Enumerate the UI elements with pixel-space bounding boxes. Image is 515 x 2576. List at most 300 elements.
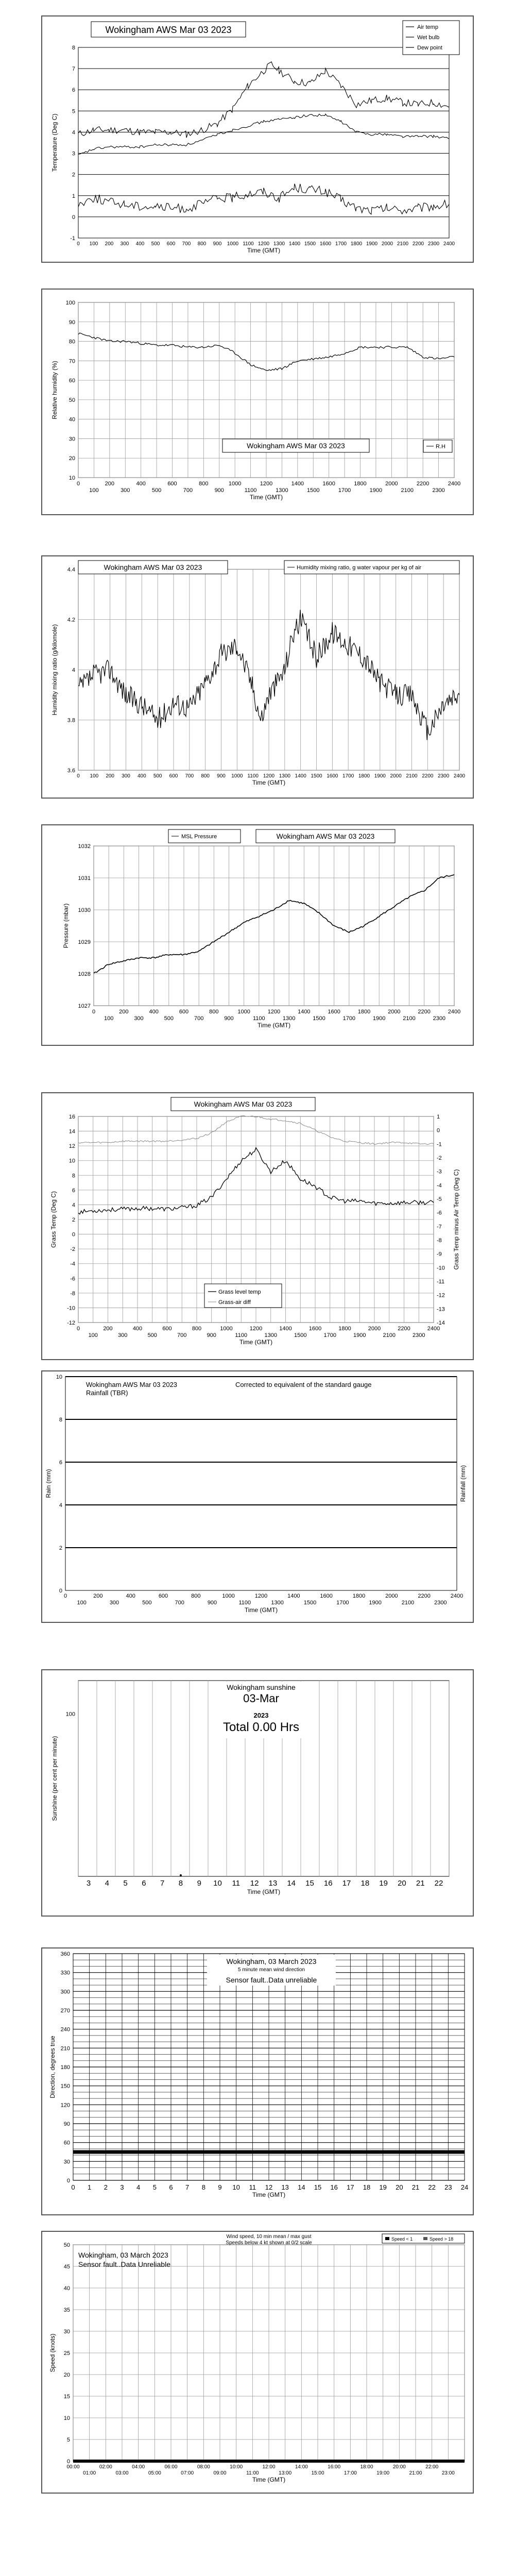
x-axis-label: Time (GMT)	[252, 2191, 286, 2198]
x-tick-label: 1800	[350, 241, 363, 247]
x-tick-label: 1400	[279, 1326, 292, 1332]
legend-swatch	[423, 2237, 427, 2240]
x-tick-label: 700	[183, 487, 193, 494]
x-tick-label: 500	[151, 487, 162, 494]
y-tick-label-right: -6	[437, 1210, 442, 1216]
x-tick-label: 1100	[238, 1600, 251, 1606]
x-tick-label: 1600	[319, 241, 332, 247]
x-tick-label: 200	[103, 1326, 113, 1332]
y-axis-label: Pressure (mbar)	[62, 903, 70, 948]
x-tick-label: 8	[201, 2183, 205, 2191]
legend-entry: Wet bulb	[417, 35, 440, 41]
x-tick-label: 100	[88, 1332, 98, 1338]
x-tick-label: 5	[152, 2183, 157, 2191]
x-tick-label: 2100	[403, 1015, 416, 1022]
x-tick-label: 100	[77, 1600, 87, 1606]
x-tick-label: 2000	[385, 1593, 398, 1599]
x-tick-label: 11	[232, 1879, 241, 1888]
y-tick-label: 90	[68, 319, 75, 326]
pressure-chart	[42, 825, 473, 1045]
x-tick-label: 17	[342, 1879, 351, 1888]
x-tick-label: 800	[197, 241, 207, 247]
y-tick-label: 6	[72, 87, 75, 94]
x-tick-label: 200	[105, 481, 115, 487]
y-tick-label: 70	[68, 358, 75, 365]
y-axis-label: Grass Temp minus Air Temp (Deg C)	[453, 1169, 460, 1270]
y-tick-label-right: -9	[437, 1251, 442, 1258]
y-tick-label: 330	[60, 1970, 70, 1976]
chart-title: Wokingham AWS Mar 03 2023	[194, 1100, 293, 1108]
x-tick-label: 12	[250, 1879, 259, 1888]
y-tick-label: 14	[68, 1128, 75, 1135]
x-tick-label: 18:00	[360, 2464, 373, 2470]
x-tick-label: 500	[147, 1332, 157, 1338]
x-tick-label: 7	[160, 1879, 165, 1888]
y-tick-label: 0	[59, 1588, 62, 1594]
x-tick-label: 2300	[432, 487, 445, 494]
y-axis-label: Rainfall (mm)	[459, 1465, 467, 1502]
y-tick-label: 2	[59, 1545, 62, 1551]
x-tick-label: 2000	[390, 773, 402, 779]
x-tick-label: 1900	[369, 1600, 382, 1606]
y-tick-label: 0	[66, 2178, 70, 2184]
y-tick-label: 100	[65, 300, 75, 306]
x-tick-label: 4	[105, 1879, 109, 1888]
x-tick-label: 1500	[294, 1332, 307, 1338]
y-tick-label: 20	[63, 2372, 70, 2378]
x-tick-label: 3	[86, 1879, 91, 1888]
y-tick-label: 10	[63, 2415, 70, 2421]
sunshine-chart-panel	[41, 1669, 474, 1917]
x-tick-label: 1100	[253, 1015, 265, 1022]
y-tick-label-right: -3	[437, 1168, 442, 1175]
wind-direction-chart	[42, 1948, 473, 2214]
y-tick-label: 3.6	[67, 768, 75, 774]
x-tick-label: 03:00	[115, 2470, 129, 2476]
grass-temp-chart	[42, 1093, 473, 1359]
y-tick-label: 1028	[78, 971, 91, 977]
y-tick-label: 4	[59, 1502, 62, 1509]
x-tick-label: 100	[90, 773, 99, 779]
x-tick-label: 19	[379, 2183, 387, 2191]
mixing-ratio-chart	[42, 556, 473, 798]
y-tick-label: 50	[68, 397, 75, 403]
x-tick-label: 0	[71, 2183, 75, 2191]
y-tick-label: 10	[56, 1374, 62, 1380]
x-tick-label: 300	[134, 1015, 144, 1022]
x-tick-label: 13	[281, 2183, 289, 2191]
x-tick-label: 1200	[260, 481, 273, 487]
y-tick-label-right: -1	[437, 1141, 442, 1148]
x-tick-label: 2100	[406, 773, 418, 779]
x-tick-label: 14:00	[295, 2464, 308, 2470]
x-tick-label: 9	[218, 2183, 222, 2191]
temperature-chart-panel	[41, 15, 474, 263]
x-tick-label: 800	[191, 1593, 201, 1599]
x-tick-label: 11:00	[246, 2470, 259, 2476]
x-tick-label: 2200	[418, 1009, 431, 1015]
chart-total: Total 0.00 Hrs	[222, 1720, 300, 1734]
x-tick-label: 2400	[443, 241, 455, 247]
x-tick-label: 2100	[401, 487, 414, 494]
x-tick-label: 200	[105, 241, 114, 247]
x-tick-label: 600	[169, 773, 178, 779]
x-tick-label: 11	[249, 2183, 256, 2191]
x-tick-label: 1000	[228, 481, 242, 487]
y-tick-label: 25	[63, 2350, 70, 2357]
x-tick-label: 700	[194, 1015, 204, 1022]
y-axis-label: Speed (knots)	[49, 2333, 56, 2372]
y-tick-label-right: -4	[437, 1182, 442, 1189]
x-tick-label: 1400	[291, 481, 304, 487]
y-tick-label-right: -2	[437, 1155, 442, 1161]
x-axis-label: Time (GMT)	[249, 494, 283, 501]
y-tick-label: 2	[72, 1217, 75, 1223]
x-tick-label: 900	[207, 1600, 217, 1606]
x-tick-label: 1000	[231, 773, 243, 779]
x-tick-label: 21	[416, 1879, 425, 1888]
x-tick-label: 400	[135, 241, 145, 247]
y-tick-label: 7	[72, 66, 75, 73]
x-tick-label: 2300	[427, 241, 440, 247]
x-tick-label: 2200	[398, 1326, 410, 1332]
x-tick-label: 16	[323, 1879, 333, 1888]
x-tick-label: 1900	[372, 1015, 386, 1022]
x-tick-label: 1400	[295, 773, 306, 779]
x-tick-label: 24	[460, 2183, 469, 2191]
y-tick-label: 50	[63, 2242, 70, 2248]
x-tick-label: 1900	[374, 773, 386, 779]
chart-subtitle: 5 minute mean wind direction	[237, 1967, 305, 1973]
y-tick-label: 4.4	[67, 567, 75, 573]
x-axis-label: Time (GMT)	[252, 779, 286, 786]
x-tick-label: 1600	[320, 1593, 333, 1599]
x-tick-label: 1800	[357, 1009, 371, 1015]
rainfall-chart-panel	[41, 1370, 474, 1623]
x-tick-label: 06:00	[164, 2464, 178, 2470]
x-tick-label: 12:00	[262, 2464, 276, 2470]
x-tick-label: 400	[126, 1593, 135, 1599]
x-tick-label: 02:00	[99, 2464, 112, 2470]
x-tick-label: 17	[347, 2183, 354, 2191]
x-tick-label: 700	[182, 241, 191, 247]
y-axis-label: Direction, degrees true	[49, 2036, 56, 2098]
legend-swatch	[385, 2237, 389, 2240]
y-tick-label: 16	[68, 1114, 75, 1120]
x-tick-label: 2200	[418, 1593, 431, 1599]
data-point	[180, 1874, 182, 1876]
chart-subtitle: Wind speed, 10 min mean / max gust	[226, 2234, 312, 2240]
x-tick-label: 1000	[222, 1593, 235, 1599]
x-tick-label: 300	[122, 773, 130, 779]
y-tick-label: -8	[70, 1290, 75, 1297]
x-tick-label: 500	[151, 241, 160, 247]
y-tick-label: 1	[72, 193, 75, 199]
x-tick-label: 2200	[416, 481, 430, 487]
x-tick-label: 1000	[220, 1326, 233, 1332]
x-tick-label: 1700	[342, 1015, 356, 1022]
x-axis-label: Time (GMT)	[244, 1606, 278, 1614]
humidity-chart	[42, 290, 473, 514]
x-tick-label: 1100	[247, 773, 259, 779]
x-tick-label: 2300	[434, 1600, 447, 1606]
x-axis-label: Time (GMT)	[247, 1888, 281, 1895]
x-tick-label: 600	[162, 1326, 172, 1332]
x-tick-label: 300	[121, 487, 130, 494]
x-tick-label: 14	[298, 2183, 305, 2191]
legend-entry: MSL Pressure	[181, 834, 217, 840]
y-tick-label: 40	[68, 416, 75, 423]
x-tick-label: 21:00	[409, 2470, 422, 2476]
x-tick-label: 2400	[448, 1009, 461, 1015]
x-tick-label: 1700	[335, 241, 347, 247]
x-tick-label: 16:00	[328, 2464, 341, 2470]
x-tick-label: 200	[93, 1593, 103, 1599]
legend-entry: Humidity mixing ratio, g water vapour per kg of air	[297, 565, 422, 571]
x-axis-label: Time (GMT)	[257, 1022, 291, 1029]
x-tick-label: 6	[142, 1879, 146, 1888]
y-tick-label: 10	[68, 475, 75, 481]
x-tick-label: 300	[118, 1332, 128, 1338]
x-tick-label: 20	[396, 2183, 403, 2191]
y-tick-label: 120	[60, 2102, 70, 2109]
x-tick-label: 800	[201, 773, 210, 779]
x-tick-label: 01:00	[83, 2470, 96, 2476]
x-tick-label: 1400	[287, 1593, 300, 1599]
x-tick-label: 300	[120, 241, 129, 247]
chart-title: Wokingham AWS Mar 03 2023	[105, 25, 232, 35]
y-tick-label: 3.8	[67, 717, 75, 724]
x-axis-label: Time (GMT)	[239, 1338, 273, 1346]
x-tick-label: 1200	[263, 773, 275, 779]
x-tick-label: 08:00	[197, 2464, 210, 2470]
y-tick-label: -1	[70, 235, 75, 242]
x-tick-label: 5	[123, 1879, 128, 1888]
y-tick-label: 210	[60, 2045, 70, 2052]
plot-area	[65, 1377, 457, 1590]
legend-entry: Grass-air diff	[218, 1299, 251, 1306]
x-tick-label: 18	[363, 2183, 371, 2191]
x-tick-label: 2400	[427, 1326, 440, 1332]
y-tick-label: 90	[63, 2121, 70, 2127]
x-tick-label: 2300	[438, 773, 450, 779]
y-tick-label-right: -8	[437, 1238, 442, 1244]
x-tick-label: 1300	[273, 241, 285, 247]
x-tick-label: 0	[63, 1593, 67, 1599]
mixing-ratio-chart-panel	[41, 555, 474, 799]
y-tick-label: 0	[72, 1231, 75, 1238]
y-tick-label-right: 1	[437, 1114, 440, 1120]
x-tick-label: 22:00	[425, 2464, 439, 2470]
x-tick-label: 1800	[358, 773, 370, 779]
y-axis-label: Temperature (Deg C)	[51, 113, 58, 172]
y-axis-label: Sunshine (per cent per minute)	[51, 1736, 58, 1821]
x-tick-label: 100	[104, 1015, 114, 1022]
x-tick-label: 1900	[353, 1332, 366, 1338]
y-axis-label: Humidity mixing ratio (g/kilomole)	[51, 624, 58, 716]
x-tick-label: 1000	[237, 1009, 250, 1015]
y-tick-label: 150	[60, 2083, 70, 2090]
y-tick-label: -4	[70, 1261, 75, 1267]
x-tick-label: 100	[89, 487, 99, 494]
chart-annotation: Sensor fault..Data unreliable	[226, 1976, 317, 1984]
y-tick-label: 60	[68, 378, 75, 384]
y-tick-label: 1029	[78, 939, 91, 945]
x-tick-label: 17:00	[344, 2470, 357, 2476]
x-tick-label: 12	[265, 2183, 273, 2191]
y-tick-label: 1031	[78, 875, 91, 882]
y-tick-label: 3	[72, 150, 75, 157]
x-tick-label: 1200	[254, 1593, 268, 1599]
x-tick-label: 1100	[244, 487, 257, 494]
y-tick-label: 300	[60, 1989, 70, 1995]
y-tick-label: 270	[60, 2008, 70, 2014]
x-tick-label: 400	[132, 1326, 143, 1332]
y-tick-label: -2	[70, 1246, 75, 1253]
sunshine-chart	[42, 1670, 473, 1916]
x-tick-label: 1700	[323, 1332, 336, 1338]
x-tick-label: 1600	[308, 1326, 322, 1332]
y-tick-label-right: -13	[437, 1306, 445, 1313]
y-tick-label: 6	[72, 1187, 75, 1194]
x-tick-label: 1600	[322, 481, 335, 487]
plot-area	[78, 47, 449, 238]
y-tick-label: 80	[68, 338, 75, 345]
x-tick-label: 1300	[264, 1332, 277, 1338]
y-tick-label: 1027	[78, 1003, 91, 1009]
legend-entry: Air temp	[417, 24, 438, 30]
legend-entry: Speed > 18	[430, 2236, 454, 2242]
x-tick-label: 07:00	[181, 2470, 194, 2476]
y-tick-label: 2	[72, 172, 75, 178]
x-tick-label: 14	[287, 1879, 296, 1888]
y-tick-label: 360	[60, 1951, 70, 1957]
y-tick-label: 1030	[78, 907, 91, 913]
pressure-chart-panel	[41, 824, 474, 1046]
y-tick-label: 4	[72, 1202, 75, 1209]
legend-entry: Dew point	[417, 45, 442, 51]
x-tick-label: 400	[136, 481, 146, 487]
y-tick-label: 15	[63, 2394, 70, 2400]
x-tick-label: 2000	[388, 1009, 401, 1015]
x-tick-label: 22	[428, 2183, 436, 2191]
humidity-chart-panel	[41, 289, 474, 515]
wind-speed-chart-panel	[41, 2231, 474, 2494]
x-tick-label: 15	[314, 2183, 322, 2191]
x-tick-label: 1500	[307, 487, 320, 494]
y-tick-label: 30	[63, 2329, 70, 2335]
y-tick-label: 8	[72, 1173, 75, 1179]
x-tick-label: 1100	[235, 1332, 248, 1338]
x-tick-label: 18	[360, 1879, 370, 1888]
x-tick-label: 800	[199, 481, 209, 487]
x-tick-label: 900	[217, 773, 226, 779]
x-tick-label: 7	[185, 2183, 190, 2191]
x-tick-label: 00:00	[66, 2464, 80, 2470]
x-tick-label: 2300	[413, 1332, 425, 1338]
x-tick-label: 900	[214, 487, 224, 494]
x-tick-label: 1000	[227, 241, 239, 247]
x-tick-label: 2300	[433, 1015, 446, 1022]
y-tick-label: 0	[66, 2459, 70, 2465]
chart-subtitle: Rainfall (TBR)	[86, 1389, 128, 1397]
y-tick-label: -12	[67, 1320, 75, 1326]
legend-entry: Grass level temp	[218, 1289, 261, 1295]
y-tick-label-right: -10	[437, 1265, 445, 1272]
x-tick-label: 1500	[304, 241, 316, 247]
x-tick-label: 6	[169, 2183, 173, 2191]
y-tick-label: 4	[72, 667, 75, 673]
x-tick-label: 1700	[338, 487, 351, 494]
x-tick-label: 1200	[249, 1326, 263, 1332]
x-tick-label: 600	[179, 1009, 189, 1015]
x-tick-label: 1700	[342, 773, 354, 779]
rainfall-chart	[42, 1371, 473, 1622]
x-tick-label: 04:00	[132, 2464, 145, 2470]
x-tick-label: 700	[175, 1600, 184, 1606]
x-tick-label: 700	[177, 1332, 187, 1338]
y-tick-label: 10	[68, 1158, 75, 1164]
y-axis-label: Relative humidity (%)	[51, 361, 58, 419]
y-tick-label-right: -7	[437, 1224, 442, 1230]
x-tick-label: 13	[268, 1879, 278, 1888]
x-tick-label: 0	[76, 1326, 80, 1332]
x-tick-label: 200	[106, 773, 115, 779]
x-tick-label: 21	[411, 2183, 420, 2191]
x-tick-label: 1500	[313, 1015, 325, 1022]
x-tick-label: 2400	[448, 481, 461, 487]
x-tick-label: 1400	[298, 1009, 311, 1015]
x-tick-label: 1300	[279, 773, 290, 779]
y-tick-label-right: -11	[437, 1279, 445, 1285]
x-tick-label: 800	[192, 1326, 202, 1332]
x-tick-label: 0	[92, 1009, 96, 1015]
x-tick-label: 09:00	[213, 2470, 227, 2476]
x-tick-label: 2	[104, 2183, 108, 2191]
x-tick-label: 19	[379, 1879, 388, 1888]
y-tick-label: -6	[70, 1276, 75, 1282]
x-tick-label: 13:00	[279, 2470, 292, 2476]
y-tick-label: 8	[72, 45, 75, 51]
x-tick-label: 1200	[258, 241, 270, 247]
chart-year: 2023	[253, 1711, 269, 1719]
x-tick-label: 1500	[311, 773, 322, 779]
x-axis-label: Time (GMT)	[252, 2476, 286, 2483]
chart-subtitle-2: Speeds below 4 kt shown at 0/2 scale	[226, 2240, 312, 2246]
y-tick-label-right: -14	[437, 1320, 445, 1326]
x-tick-label: 20:00	[392, 2464, 406, 2470]
x-tick-label: 900	[224, 1015, 234, 1022]
x-tick-label: 0	[77, 773, 80, 779]
x-tick-label: 700	[185, 773, 194, 779]
x-tick-label: 3	[120, 2183, 124, 2191]
x-tick-label: 20	[398, 1879, 406, 1888]
y-tick-label-right: 0	[437, 1127, 440, 1134]
y-tick-label: 30	[68, 436, 75, 443]
y-tick-label: 5	[72, 108, 75, 115]
x-tick-label: 900	[213, 241, 222, 247]
x-tick-label: 10:00	[230, 2464, 243, 2470]
chart-date: 03-Mar	[243, 1692, 279, 1705]
x-tick-label: 600	[166, 241, 176, 247]
x-tick-label: 2200	[412, 241, 424, 247]
x-tick-label: 22	[434, 1879, 443, 1888]
grass-temp-chart-panel	[41, 1092, 474, 1360]
x-tick-label: 1800	[352, 1593, 366, 1599]
chart-title: Wokingham sunshine	[227, 1683, 296, 1691]
x-tick-label: 10	[232, 2183, 240, 2191]
x-tick-label: 800	[209, 1009, 219, 1015]
